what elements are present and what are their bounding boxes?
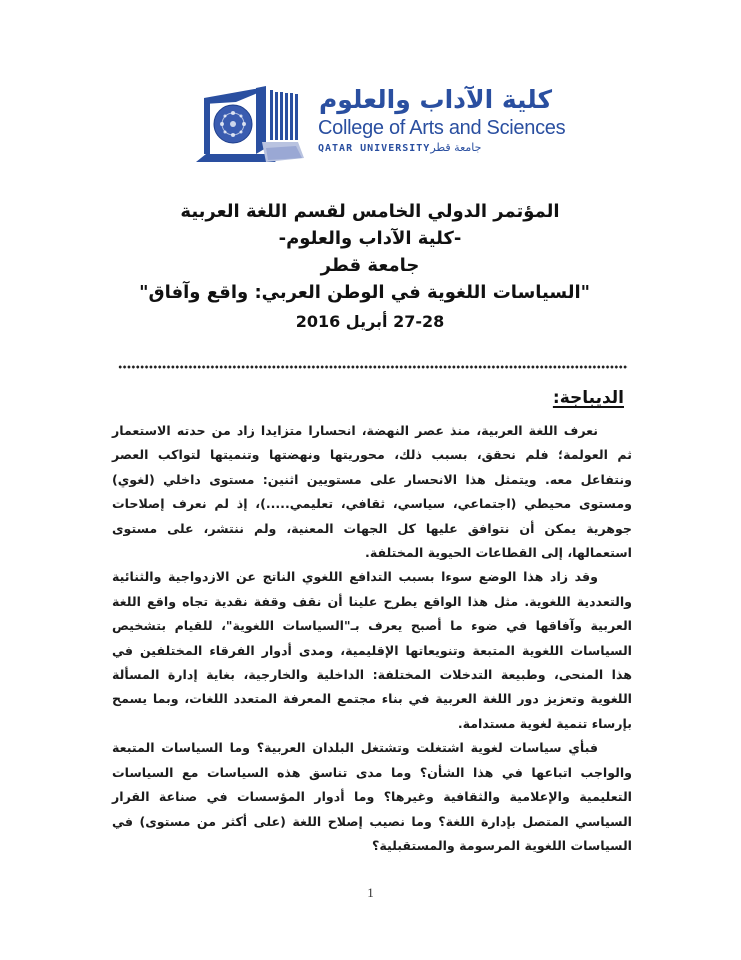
paragraph: نعرف اللغة العربية، منذ عصر النهضة، انحسارا متزايدا زاد من حدته الاستعمار ثم العولمة؛ فلم نحقق، بسبب ذلك، محوريتها ونهضتها وتنميتها لتواكب العصر ونتفاعل معه. ويتمثل هذا الانحسار على مستويين اثنين: مستوى داخلي (لغوي) ومستوى محيطي (اجتماعي، سياسي، ثقافي، تعليمي.....)، إذ لم نعرف إصلاحات جوهرية يمكن أن نتوافق عليها كل الجهات المعنية، ولم ننتشر، على مستوى استعمالها، إلى القطاعات الحيوية المختلفة. [112, 423, 632, 561]
college-emblem-icon [196, 84, 306, 164]
section-title: الديباجة: [552, 388, 624, 408]
conference-date: 27-28 أبريل 2016 [295, 312, 445, 331]
college-logo [196, 84, 566, 164]
university-line: جامعة قطر [320, 255, 420, 276]
college-name-arabic: كلية الآداب والعلوم [318, 85, 552, 114]
page-number: 1 [367, 885, 374, 900]
paragraph: وقد زاد هذا الوضع سوءا بسبب التدافع اللغوي الناتج عن الازدواجية والثنائية والتعددية اللغوية. مثل هذا الواقع يطرح علينا أن نقف وقفة نقدية تجاه واقع اللغة العربية وآفاقها في ضوء ما أصبح يعرف بـ"السياسات اللغوية"، للقيام بتشخيص السياسات اللغوية المتبعة وتنويعاتها الإقليمية، ومدى أدوار الفرقاء المختلفين في هذا المنحى، وطبيعة التدخلات المختلفة: الداخلية والخارجية، بغاية إدارة المسألة اللغوية وتعزيز دور اللغة العربية في بناء مجتمع المعرفة المتعدد اللغات، وبما يسمح بإرساء تنمية لغوية مستدامة. [112, 569, 632, 731]
paragraph: فبأي سياسات لغوية اشتغلت وتشتغل البلدان العربية؟ وما السياسات المتبعة والواجب اتباعها في هذا الشأن؟ وما مدى تناسق هذه السياسات مع السياسات التعليمية والإعلامية والثقافية وغيرها؟ وما أدوار المؤسسات في صناعة القرار السياسي المتصل بإدارة اللغة؟ وما نصيب إصلاح اللغة (على أكثر من مستوى) في السياسات اللغوية المرسومة والمستقبلية؟ [112, 740, 632, 853]
university-name [318, 140, 558, 157]
preamble-body [112, 419, 632, 858]
logo-text [318, 84, 566, 157]
conference-theme: "السياسات اللغوية في الوطن العربي: واقع وآفاق" [139, 282, 590, 303]
university-name-arabic: جامعة قطر [430, 141, 482, 154]
conference-header [139, 198, 590, 335]
conference-title: المؤتمر الدولي الخامس لقسم اللغة العربية [180, 201, 560, 222]
college-line: -كلية الآداب والعلوم- [278, 228, 462, 249]
college-name-english: College of Arts and Sciences [318, 117, 566, 139]
dotted-divider [118, 364, 628, 370]
university-name-english: QATAR UNIVERSITY [318, 143, 431, 154]
